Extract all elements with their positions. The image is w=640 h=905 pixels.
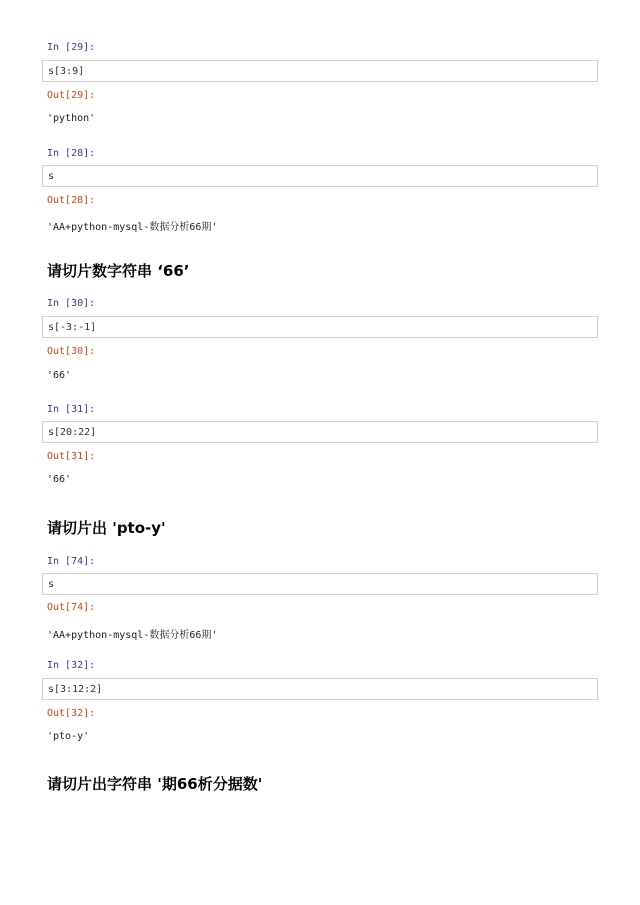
output-prompt: Out[28]:	[47, 195, 96, 206]
code-cell-input[interactable]	[42, 165, 598, 187]
input-prompt: In [31]:	[47, 404, 96, 415]
code-text: s	[48, 579, 55, 590]
cell-output: 'AA+python-mysql-数据分析66期'	[47, 222, 218, 233]
output-prompt: Out[32]:	[47, 708, 96, 719]
cell-output: 'AA+python-mysql-数据分析66期'	[47, 630, 218, 641]
input-prompt: In [32]:	[47, 660, 96, 671]
output-prompt: Out[29]:	[47, 90, 96, 101]
output-prompt: Out[74]:	[47, 602, 96, 613]
code-text: s[-3:-1]	[48, 322, 97, 333]
input-prompt: In [29]:	[47, 42, 96, 53]
input-prompt: In [30]:	[47, 298, 96, 309]
section-heading: 请切片数字符串 ‘66’	[47, 262, 190, 280]
code-cell-input[interactable]	[42, 316, 598, 338]
code-cell-input[interactable]	[42, 60, 598, 82]
input-prompt: In [74]:	[47, 556, 96, 567]
cell-output: 'pto-y'	[47, 731, 90, 742]
code-text: s[3:12:2]	[48, 684, 103, 695]
section-heading: 请切片出 'pto-y'	[47, 519, 166, 537]
code-cell-input[interactable]	[42, 678, 598, 700]
output-prompt: Out[31]:	[47, 451, 96, 462]
cell-output: 'python'	[47, 113, 96, 124]
cell-output: '66'	[47, 474, 72, 485]
section-heading: 请切片出字符串 '期66析分据数'	[47, 775, 263, 793]
input-prompt: In [28]:	[47, 148, 96, 159]
cell-output: '66'	[47, 370, 72, 381]
code-cell-input[interactable]	[42, 421, 598, 443]
code-text: s	[48, 171, 55, 182]
code-text: s[20:22]	[48, 427, 97, 438]
output-prompt: Out[30]:	[47, 346, 96, 357]
code-cell-input[interactable]	[42, 573, 598, 595]
code-text: s[3:9]	[48, 66, 85, 77]
